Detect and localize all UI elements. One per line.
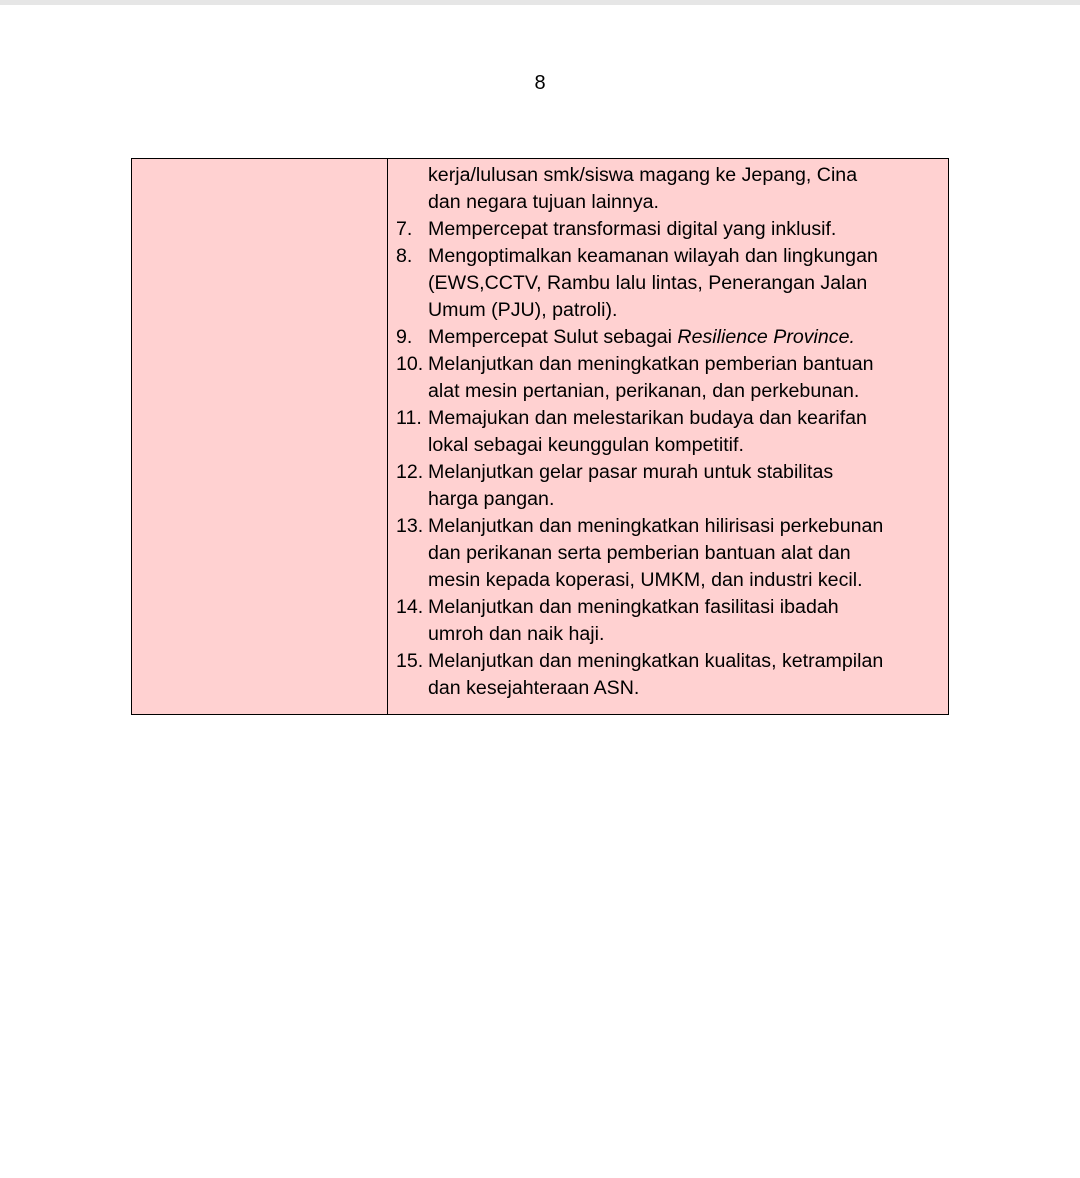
table-left-cell (132, 159, 388, 714)
item-text: Melanjutkan dan meningkatkan hilirisasi perkebunan (428, 515, 884, 537)
item-text-cont: Umum (PJU), patroli). (428, 299, 618, 321)
item-text: Melanjutkan dan meningkatkan pemberian bantuan (428, 353, 874, 375)
continuation-line: dan negara tujuan lainnya. (428, 191, 659, 213)
page-number: 8 (534, 72, 546, 94)
list-item-9 (396, 324, 940, 351)
item-text: Melanjutkan dan meningkatkan fasilitasi ibadah (428, 596, 839, 618)
item-number: 12. (396, 461, 424, 483)
item-text-cont: lokal sebagai keunggulan kompetitif. (428, 434, 744, 456)
list-item-13 (396, 513, 940, 540)
item-text (428, 324, 940, 351)
item-text-cont: mesin kepada koperasi, UMKM, dan industri kecil. (428, 569, 863, 591)
item-number: 7. (396, 218, 413, 240)
item-number: 15. (396, 650, 424, 672)
list-item-12 (396, 459, 940, 486)
list-item-14 (396, 594, 940, 621)
list-item-8 (396, 243, 940, 270)
list-item-11 (396, 405, 940, 432)
item-text-cont: dan perikanan serta pemberian bantuan alat dan (428, 542, 851, 564)
table-right-cell (388, 159, 948, 714)
item-number: 9. (396, 326, 413, 348)
item-number: 10. (396, 353, 424, 375)
item-text: Mengoptimalkan keamanan wilayah dan lingkungan (428, 245, 878, 267)
item-text-prefix: Mempercepat Sulut sebagai (428, 326, 678, 348)
item-text: Memajukan dan melestarikan budaya dan kearifan (428, 407, 867, 429)
list-item-15 (396, 648, 940, 675)
item-text-cont: harga pangan. (428, 488, 555, 510)
program-table (131, 158, 949, 715)
item-text: Mempercepat transformasi digital yang inklusif. (428, 218, 837, 240)
item-number: 13. (396, 515, 424, 537)
item-text-cont: umroh dan naik haji. (428, 623, 605, 645)
list-item-10 (396, 351, 940, 378)
item-number: 11. (396, 407, 422, 429)
list-item-7 (396, 216, 940, 243)
item-text-cont: (EWS,CCTV, Rambu lalu lintas, Penerangan Jalan (428, 272, 868, 294)
top-bar (0, 0, 1080, 5)
item-number: 8. (396, 245, 413, 267)
item-number: 14. (396, 596, 424, 618)
item-text: Melanjutkan dan meningkatkan kualitas, ketrampilan (428, 650, 884, 672)
item-text: Melanjutkan gelar pasar murah untuk stabilitas (428, 461, 834, 483)
item-text-cont: dan kesejahteraan ASN. (428, 677, 640, 699)
item-text-italic: Resilience Province. (677, 326, 855, 348)
continuation-line: kerja/lulusan smk/siswa magang ke Jepang, Cina (428, 164, 858, 186)
item-text-cont: alat mesin pertanian, perikanan, dan perkebunan. (428, 380, 860, 402)
